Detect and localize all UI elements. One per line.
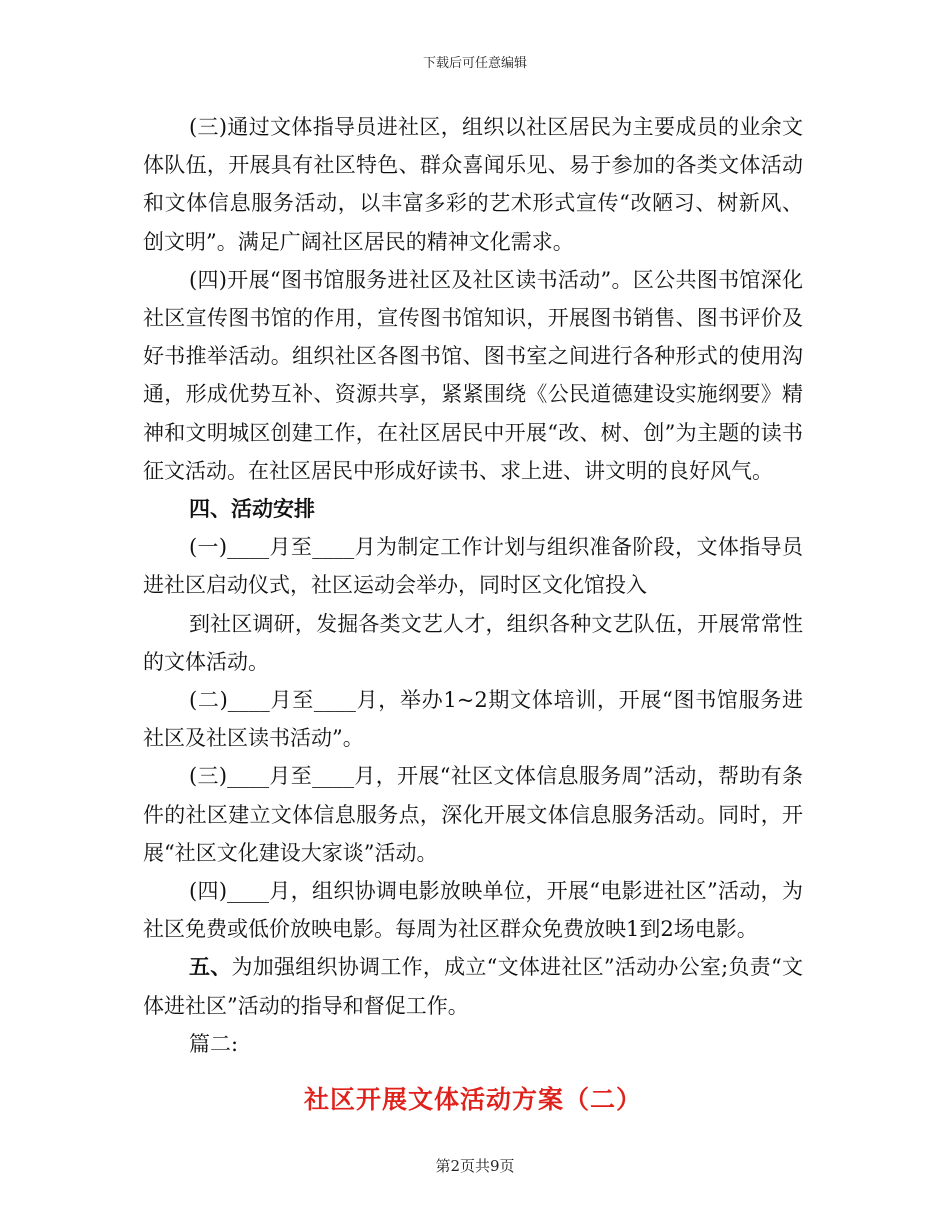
page-footer: 第2页共9页 [435,1157,515,1175]
paragraph-4: (四)开展“图书馆服务进社区及社区读书活动”。区公共图书馆深化社区宣传图书馆的作用，宣传图书馆知识，开展图书销售、图书评价及好书推举活动。组织社区各图书馆、图书室之间进行各种形式的使用沟通，形成优势互补、资源共享，紧紧围绕《公民道德建设实施纲要》精神和文明城区创建工作，在社区居民中开展“改、树、创”为主题的读书征文活动。在社区居民中形成好读书、求上进、讲文明的良好风气。 [143,267,803,483]
schedule-item-2: (二)____月至____月，举办1~2期文体培训，开展“图书馆服务进社区及社区读书活动”。 [143,688,803,751]
paragraph-five [143,948,803,1024]
schedule-item-1: (一)____月至____月为制定工作计划与组织准备阶段，文体指导员进社区启动仪式，社区运动会举办，同时区文化馆投入 [143,535,803,598]
paragraph-five-lead: 五、 [189,954,232,980]
paragraph-3: (三)通过文体指导员进社区，组织以社区居民为主要成员的业余文体队伍，开展具有社区特色、群众喜闻乐见、易于参加的各类文体活动和文体信息服务活动，以丰富多彩的艺术形式宣传“改陋习、树新风、创文明”。满足广阔社区居民的精神文化需求。 [143,115,803,254]
section-label: 篇二: [189,1031,239,1056]
document-title: 社区开展文体活动方案（二） [303,1085,642,1115]
document-body [143,108,803,1119]
schedule-item-3: (三)____月至____月，开展“社区文体信息服务周”活动，帮助有条件的社区建立文体信息服务点，深化开展文体信息服务活动。同时，开展“社区文化建设大家谈”活动。 [143,764,803,865]
schedule-item-4: (四)____月，组织协调电影放映单位，开展“电影进社区”活动，为社区免费或低价放映电影。每周为社区群众免费放映1到2场电影。 [143,879,803,942]
schedule-item-1-continued: 到社区调研，发掘各类文艺人才，组织各种文艺队伍，开展常常性的文体活动。 [143,611,803,674]
paragraph-five-text: 为加强组织协调工作，成立“文体进社区”活动办公室;负责“文体进社区”活动的指导和督促工作。 [143,955,804,1018]
page-header: 下载后可任意编辑 [422,56,527,71]
section-heading-activity-schedule: 四、活动安排 [189,496,315,522]
